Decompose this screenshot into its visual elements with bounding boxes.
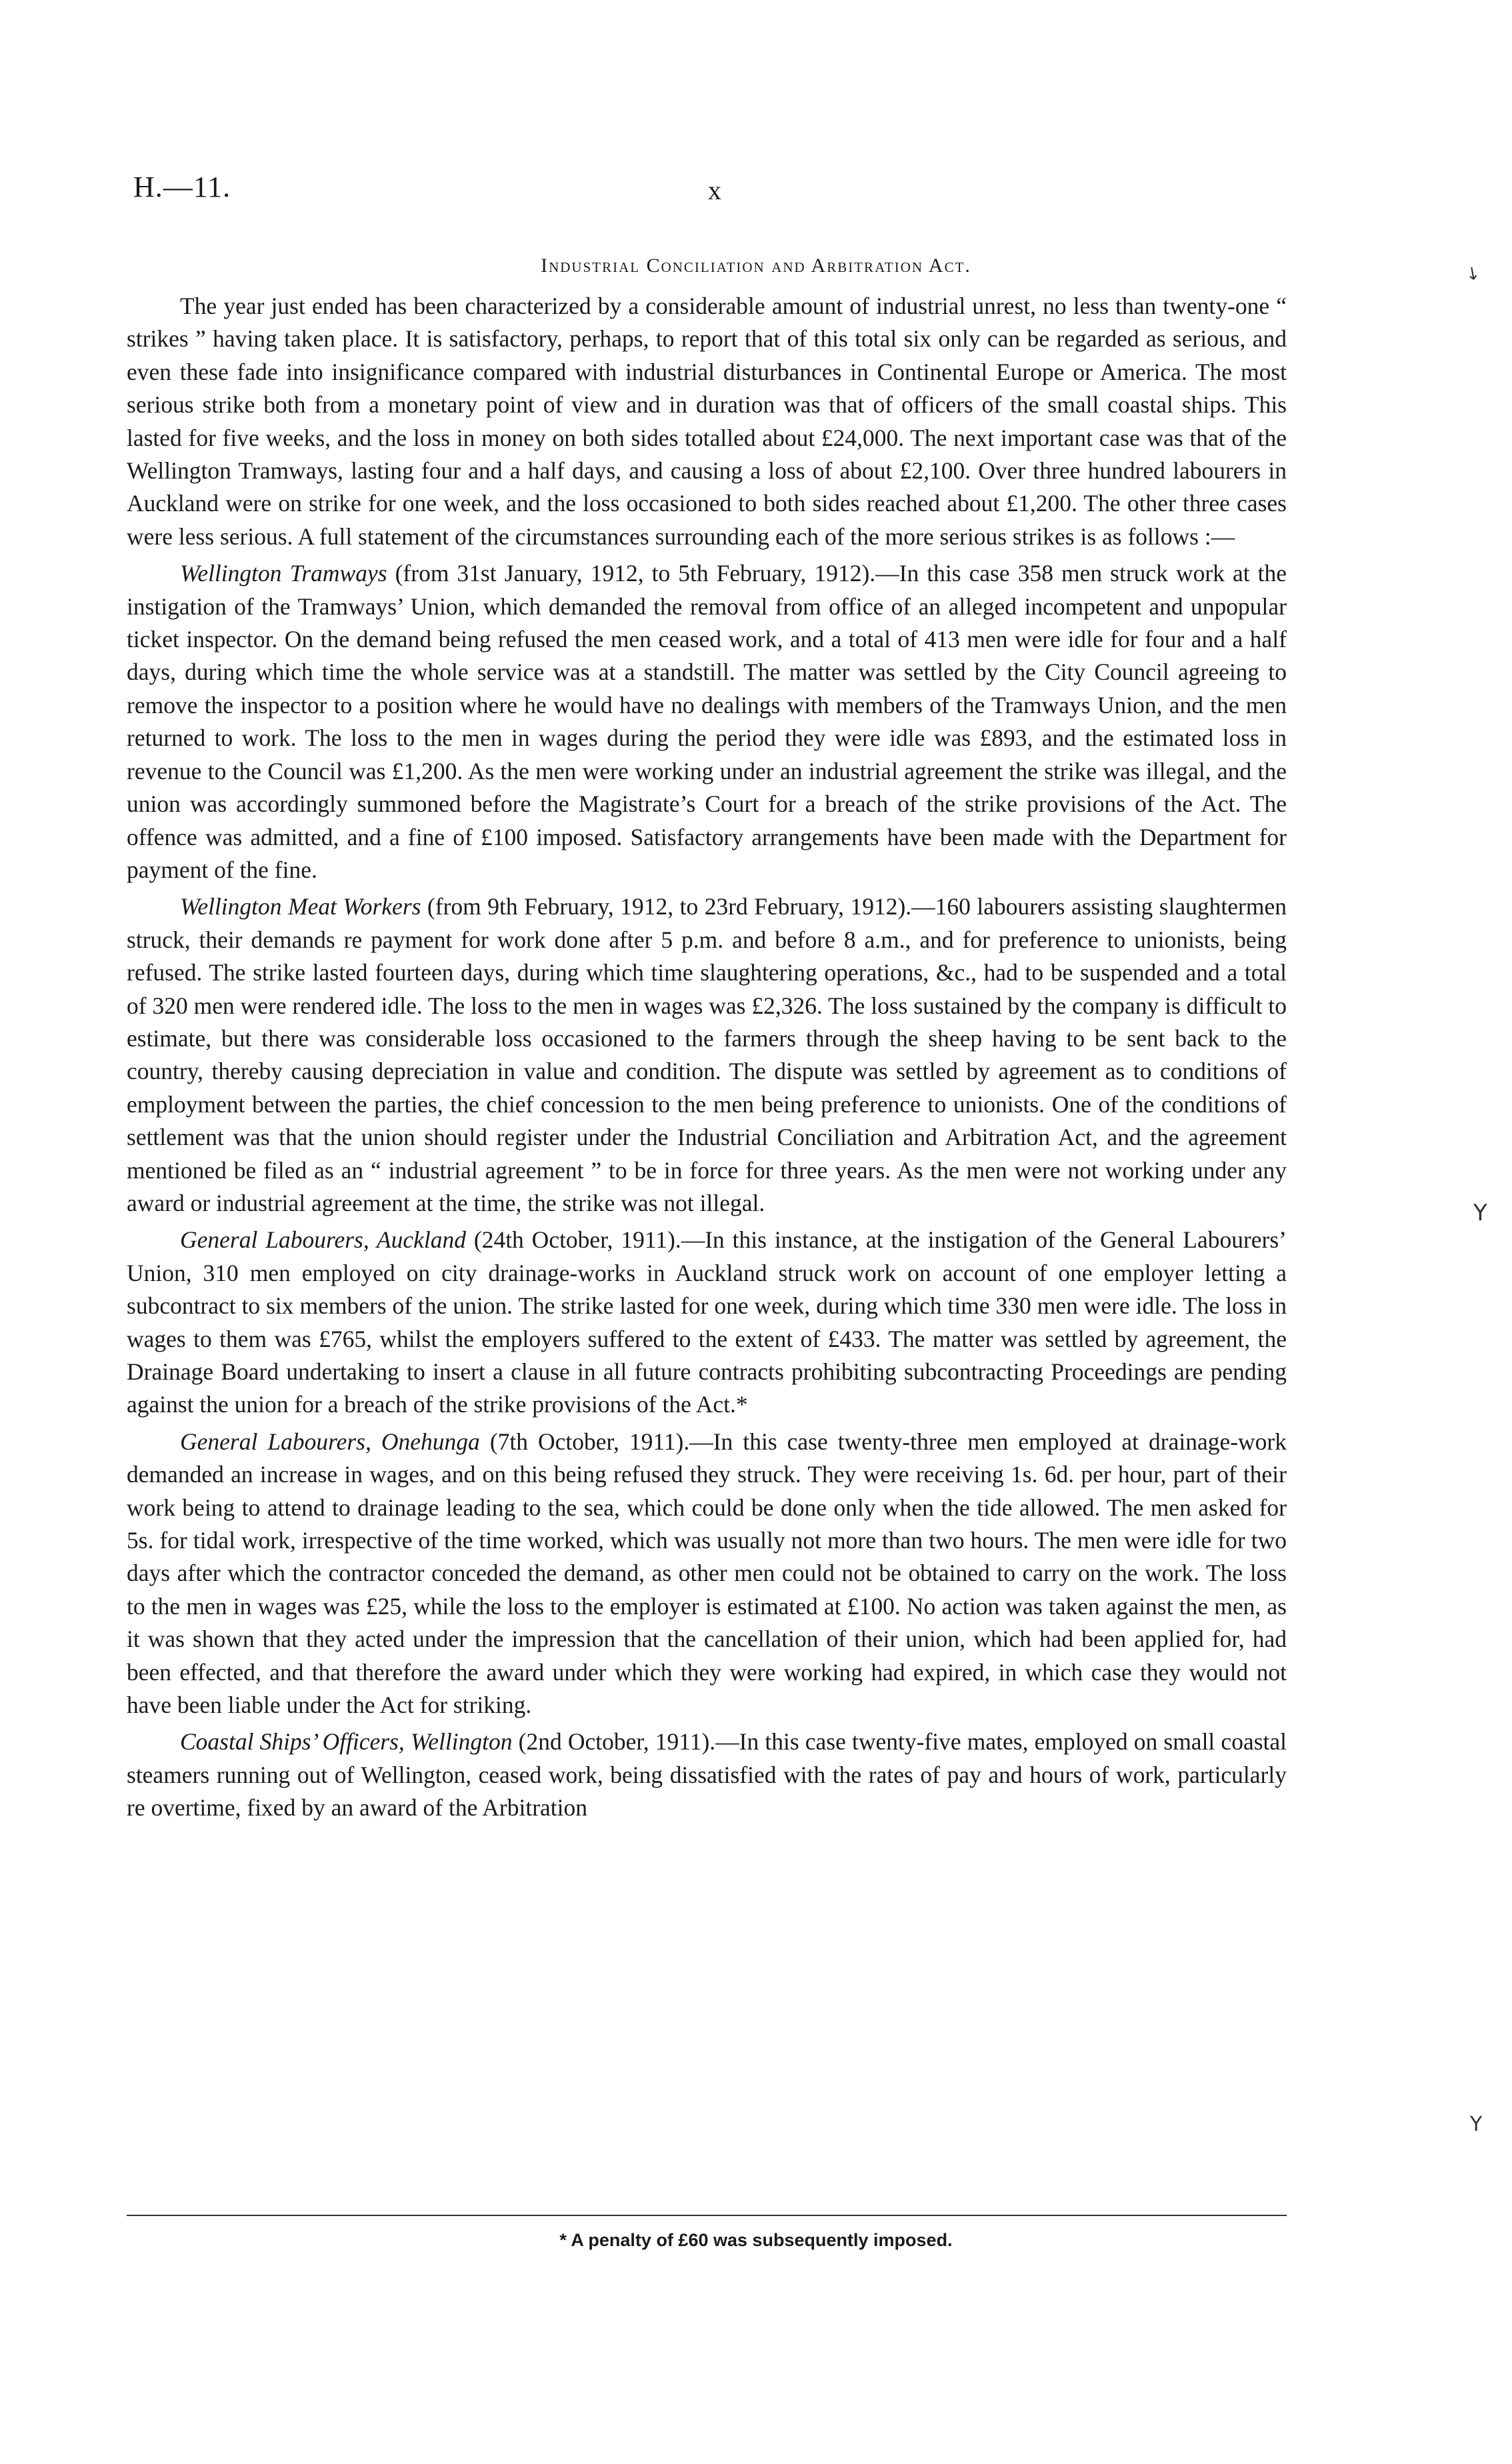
- paragraph-text: The year just ended has been characterized by a considerable amount of industrial unrest, no less than twenty-one “ strikes ” having taken place. It is satisfactory, perhaps, to report that of this total six only can be regarded as serious, and even these fade into insignificance compared with industrial disturbances in Continental Europe or America. The most serious strike both from a monetary point of view and in duration was that of officers of the small coastal ships. This lasted for five weeks, and the loss in money on both sides totalled about £24,000. The next important case was that of the Wellington Tramways, lasting four and a half days, and causing a loss of about £2,100. Over three hundred labourers in Auckland were on strike for one week, and the loss occasioned to both sides reached about £1,200. The other three cases were less serious. A full statement of the circumstances surrounding each of the more serious strikes is as follows :—: [127, 293, 1287, 550]
- paragraph-text: (2nd October, 1911).—In this case twenty-five mates, employed on small coastal steamers running out of Wellington, ceased work, being dissatisfied with the rates of pay and hours of work, particularly re overtime, fixed by an award of the Arbitration: [127, 1728, 1287, 1822]
- page-number: H.—11.: [133, 171, 231, 203]
- paragraph-lead: Wellington Meat Workers: [180, 893, 421, 920]
- paragraph-lead: General Labourers, Auckland: [180, 1226, 466, 1254]
- paragraph-coastal-ships-officers: [127, 1726, 1287, 1824]
- paragraph-lead: General Labourers, Onehunga: [180, 1428, 480, 1455]
- paragraph-general-labourers-auckland: [127, 1224, 1287, 1421]
- margin-mark-icon: Υ: [1470, 2113, 1483, 2136]
- margin-mark-icon: ↘: [1461, 261, 1485, 286]
- paragraph-general-labourers-onehunga: [127, 1426, 1287, 1722]
- paragraph-lead: Wellington Tramways: [180, 560, 387, 587]
- paragraph-text: (from 9th February, 1912, to 23rd February, 1912).—160 labourers assisting slaughtermen struck, their demands re payment for work done after 5 p.m. and before 8 a.m., and for preference to unionists, being refused. The strike lasted fourteen days, during which time slaughtering operations, &c., had to be suspended and a total of 320 men were rendered idle. The loss to the men in wages was £2,326. The loss sustained by the company is difficult to estimate, but there was considerable loss occasioned to the farmers through the sheep having to be sent back to the country, thereby causing depreciation in value and condition. The dispute was settled by agreement as to conditions of employment between the parties, the chief concession to the men being preference to unionists. One of the conditions of settlement was that the union should register under the Industrial Conciliation and Arbitration Act, and the agreement mentioned be filed as an “ industrial agreement ” to be in force for three years. As the men were not working under any award or industrial agreement at the time, the strike was not illegal.: [127, 893, 1287, 1216]
- paragraph-wellington-meat-workers: [127, 890, 1287, 1220]
- section-title: Industrial Conciliation and Arbitration Act.: [541, 255, 971, 277]
- body-text: [127, 290, 1287, 1829]
- footnote-divider: [127, 2215, 1287, 2216]
- paragraph-intro: [127, 290, 1287, 553]
- margin-mark-icon: Υ: [1473, 1200, 1487, 1226]
- page-roman-numeral: x: [708, 175, 721, 205]
- paragraph-text: (from 31st January, 1912, to 5th February, 1912).—In this case 358 men struck work at the instigation of the Tramways’ Union, which demanded the removal from office of an alleged incompetent and unpopular ticket inspector. On the demand being refused the men ceased work, and a total of 413 men were idle for four and a half days, during which time the whole service was at a standstill. The matter was settled by the City Council agreeing to remove the inspector to a position where he would have no dealings with members of the Tramways Union, and the men returned to work. The loss to the men in wages during the period they were idle was £893, and the estimated loss in revenue to the Council was £1,200. As the men were working under an industrial agreement the strike was illegal, and the union was accordingly summoned before the Magistrate’s Court for a breach of the strike provisions of the Act. The offence was admitted, and a fine of £100 imposed. Satisfactory arrangements have been made with the Department for payment of the fine.: [127, 560, 1287, 883]
- paragraph-text: (7th October, 1911).—In this case twenty-three men employed at drainage-work demanded an increase in wages, and on this being refused they struck. They were receiving 1s. 6d. per hour, part of their work being to attend to drainage leading to the sea, which could be done only when the tide allowed. The men asked for 5s. for tidal work, irrespective of the time worked, which was usually not more than two hours. The men were idle for two days after which the contractor conceded the demand, as other men could not be obtained to carry on the work. The loss to the men in wages was £25, while the loss to the employer is estimated at £100. No action was taken against the men, as it was shown that they acted under the impression that the cancellation of their union, which had been applied for, had been effected, and that therefore the award under which they were working had expired, in which case they would not have been liable under the Act for striking.: [127, 1428, 1287, 1719]
- paragraph-lead: Coastal Ships’ Officers, Wellington: [180, 1728, 513, 1756]
- paragraph-text: (24th October, 1911).—In this instance, at the instigation of the General Labourers’ Union, 310 men employed on city drainage-works in Auckland struck work on account of one employer letting a subcontract to six members of the union. The strike lasted for one week, during which time 330 men were idle. The loss in wages to them was £765, whilst the employers suffered to the extent of £433. The matter was settled by agreement, the Drainage Board undertaking to insert a clause in all future contracts prohibiting subcontracting Proceedings are pending against the union for a breach of the strike provisions of the Act.*: [127, 1226, 1287, 1418]
- paragraph-wellington-tramways: [127, 557, 1287, 886]
- footnote: * A penalty of £60 was subsequently imposed.: [559, 2230, 953, 2250]
